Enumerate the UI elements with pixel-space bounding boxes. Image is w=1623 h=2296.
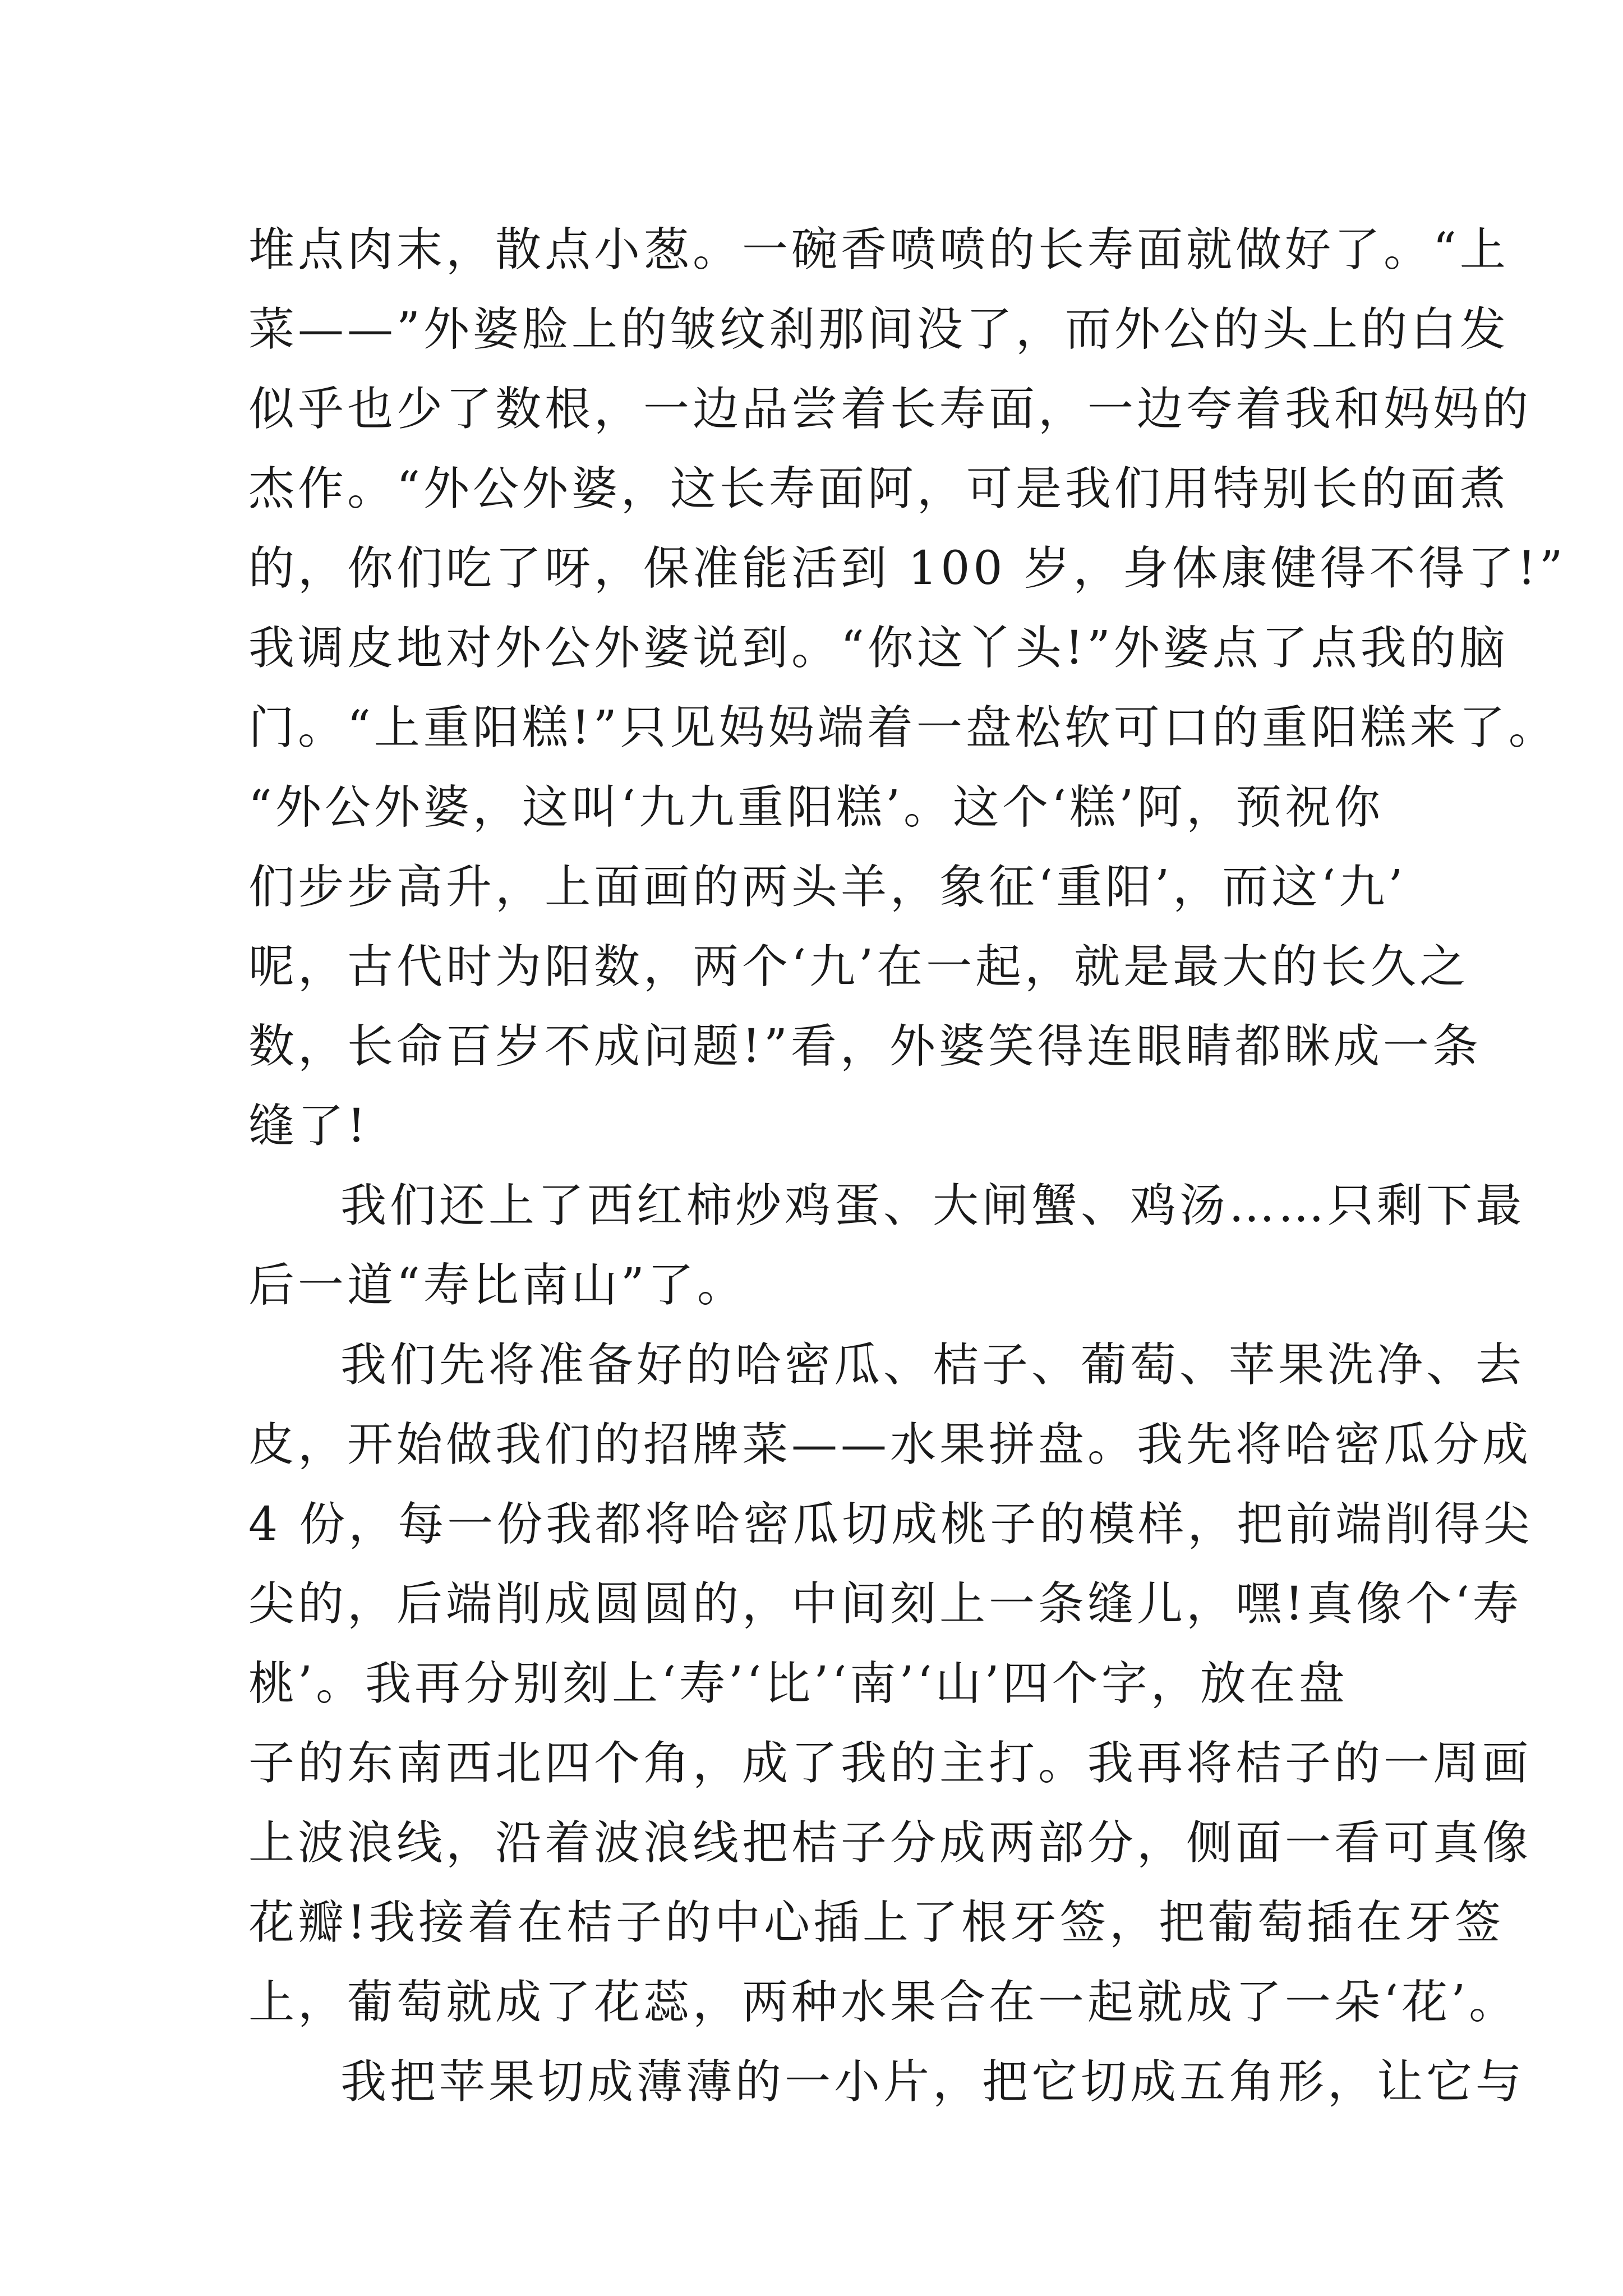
text-line: 菜——”外婆脸上的皱纹刹那间没了，而外公的头上的白发	[248, 303, 1509, 356]
text-line: 我调皮地对外公外婆说到。“你这丫头!”外婆点了点我的脑	[248, 622, 1509, 675]
paragraph-first-line: 我们还上了西红柿炒鸡蛋、大闸蟹、鸡汤……只剩下最	[340, 1179, 1525, 1232]
text-line: 杰作。“外公外婆，这长寿面阿，可是我们用特别长的面煮	[248, 462, 1509, 516]
paragraph-first-line: 我们先将准备好的哈密瓜、桔子、葡萄、苹果洗净、去	[340, 1338, 1525, 1392]
text-line: 数，长命百岁不成问题!”看，外婆笑得连眼睛都眯成一条	[248, 1020, 1482, 1073]
body-text	[248, 210, 1566, 2122]
text-line: 子的东南西北四个角，成了我的主打。我再将桔子的一周画	[248, 1737, 1532, 1790]
text-line: 4 份，每一份我都将哈密瓜切成桃子的模样，把前端削得尖	[248, 1498, 1533, 1551]
text-line: 尖的，后端削成圆圆的，中间刻上一条缝儿，嘿!真像个‘寿	[248, 1577, 1523, 1631]
text-line: 呢，古代时为阳数，两个‘九’在一起，就是最大的长久之	[248, 940, 1469, 993]
text-line: “外公外婆，这叫‘九九重阳糕’。这个‘糕’阿，预祝你	[248, 781, 1384, 834]
text-line: 缝了!	[248, 1099, 369, 1153]
text-line: 似乎也少了数根，一边品尝着长寿面，一边夸着我和妈妈的	[248, 383, 1532, 436]
text-line: 堆点肉末，散点小葱。一碗香喷喷的长寿面就做好了。“上	[248, 223, 1509, 277]
text-line: 上波浪线，沿着波浪线把桔子分成两部分，侧面一看可真像	[248, 1816, 1532, 1870]
text-line: 皮，开始做我们的招牌菜——水果拼盘。我先将哈密瓜分成	[248, 1418, 1532, 1471]
text-line: 的，你们吃了呀，保准能活到 100 岁，身体康健得不得了!”	[248, 542, 1566, 595]
text-line: 花瓣!我接着在桔子的中心插上了根牙签，把葡萄插在牙签	[248, 1896, 1504, 1949]
text-line: 上，葡萄就成了花蕊，两种水果合在一起就成了一朵‘花’。	[248, 1976, 1519, 2029]
text-line: 后一道“寿比南山”了。	[248, 1259, 746, 1312]
text-line: 们步步高升，上面画的两头羊，象征‘重阳’，而这‘九’	[248, 861, 1407, 914]
text-line: 门。“上重阳糕!”只见妈妈端着一盘松软可口的重阳糕来了。	[248, 701, 1558, 754]
text-line: 桃’。我再分别刻上‘寿’‘比’‘南’‘山’四个字，放在盘	[248, 1657, 1348, 1710]
paragraph-first-line: 我把苹果切成薄薄的一小片，把它切成五角形，让它与	[340, 2055, 1525, 2109]
